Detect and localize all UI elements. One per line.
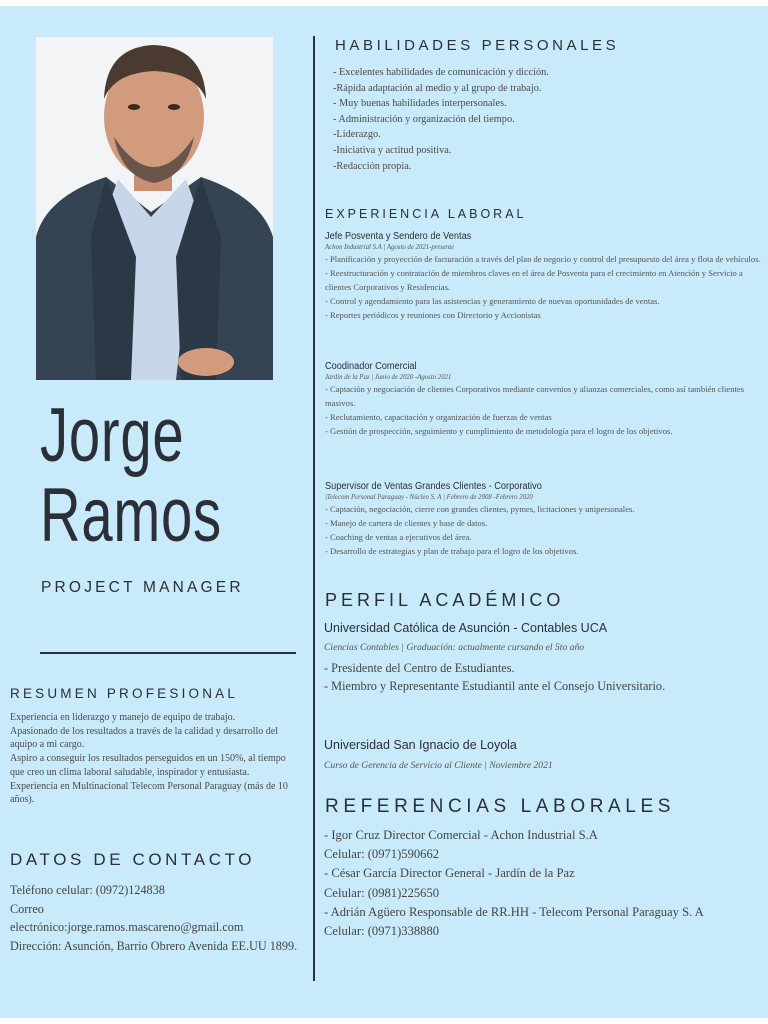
habilidad-item: - Administración y organización del tiempo. [333,113,515,125]
university-subtitle: Ciencias Contables | Graduación: actualmente cursando el 5to año [324,642,585,653]
resumen-title: RESUMEN PROFESIONAL [10,686,239,701]
referencias-title: REFERENCIAS LABORALES [325,796,676,817]
job-line: - Reclutamiento, capacitación y organización de fuerzas de ventas [325,412,552,422]
habilidades-title: HABILIDADES PERSONALES [335,37,620,54]
contacto-body [10,881,302,955]
job-subtitle: Achon Industrial S.A | Agosto de 2021-presente [325,244,455,251]
job-line: - Coaching de ventas a ejecutivos del área. [325,532,472,542]
habilidad-item: -Rápida adaptación al medio y al grupo de trabajo. [333,82,542,94]
left-divider [40,652,296,654]
job-line: - Planificación y proyección de facturación a través del plan de negocio y control del presupuesto del área y flota de vehículos. [325,254,761,264]
contacto-email[interactable]: electrónico:jorge.ramos.mascareno@gmail.com [10,920,244,935]
profile-photo [36,37,273,380]
job-entry [325,481,765,558]
habilidad-item: - Excelentes habilidades de comunicación y dicción. [333,67,549,78]
experiencia-title: EXPERIENCIA LABORAL [325,207,527,221]
job-title: Supervisor de Ventas Grandes Clientes - Corporativo [325,481,542,492]
job-line: - Gestión de prospección, seguimiento y cumplimiento de metodología para el logro de los objetivos. [325,426,673,436]
job-entry [325,231,765,322]
contacto-address: Dirección: Asunción, Barrio Obrero Avenida EE.UU 1899. [10,938,298,953]
referencia-phone: Celular: (0971)338880 [324,924,440,939]
university-title: Universidad San Ignacio de Loyola [324,737,517,752]
resume-page [0,6,768,1018]
job-entry [325,361,765,438]
job-line: - Reportes periódicos y reuniones con Directorio y Accionistas [325,310,541,320]
job-line: - Captación, negociación, cierre con grandes clientes, pymes, licitaciones y unipersonales. [325,504,635,514]
job-title: Coodinador Comercial [325,361,417,372]
referencias-list [324,826,754,941]
job-title: Jefe Posventa y Sendero de Ventas [325,231,472,242]
resumen-body [10,711,302,807]
habilidades-list [333,65,549,174]
academico-title: PERFIL ACADÉMICO [325,590,565,610]
habilidad-item: -Redacción propia. [333,160,412,172]
job-line: - Desarrollo de estrategias y plan de trabajo para el logro de los objetivos. [325,546,579,556]
contacto-phone: Teléfono celular: (0972)124838 [10,883,165,897]
vertical-divider [313,36,315,981]
university-list [324,659,744,695]
resumen-line: Apasionado de los resultados a través de la calidad y desarrollo del aquipo a mi cargo. [10,725,278,751]
university-line: - Presidente del Centro de Estudiantes. [324,661,515,675]
university-subtitle: Curso de Gerencia de Servicio al Cliente | Noviembre 2021 [324,760,553,771]
first-name: Jorge [40,393,185,478]
referencia-phone: Celular: (0971)590662 [324,847,440,862]
referencia-line: - César García Director General - Jardín de la Paz [324,866,575,881]
resumen-line: Experiencia en liderazgo y manejo de equipo de trabajo. [10,712,236,723]
habilidad-item: -Iniciativa y actitud positiva. [333,144,452,156]
referencia-phone: Celular: (0981)225650 [324,885,440,900]
referencia-line: - Adrián Agüero Responsable de RR.HH - Telecom Personal Paraguay S. A [324,904,704,919]
resumen-line: Experiencia en Multinacional Telecom Personal Paraguay (más de 10 años). [10,780,288,806]
job-line: - Manejo de cartera de clientes y base de datos. [325,518,488,528]
university-line: - Miembro y Representante Estudiantil ante el Consejo Universitario. [324,679,666,693]
referencia-line: - Igor Cruz Director Comercial - Achon Industrial S.A [324,828,598,842]
job-role: PROJECT MANAGER [41,579,244,596]
contacto-title: DATOS DE CONTACTO [10,850,256,869]
job-line: - Reestructuración y contratación de miembros claves en el área de Posventa para el crecimiento en Atención y Servicio a clientes Corporativos y Residencias. [325,268,743,292]
job-line: - Control y agendamiento para las asistencias y generamiento de nuevas oportunidades de ventas. [325,296,660,306]
habilidad-item: - Muy buenas habilidades interpersonales. [333,98,507,110]
contacto-email-label: Correo [10,901,44,916]
job-line: - Captación y negociación de clientes Corporativos mediante convenios y alianzas comerciales, como así también clientes masivos. [325,384,745,408]
university-title: Universidad Católica de Asunción - Contables UCA [324,620,608,635]
resumen-line: Aspiro a conseguir los resultados perseguidos en un 150%, al tiempo que creo un clima laboral saludable, inspirador y entusiasta. [10,753,286,778]
job-subtitle: Jardín de la Paz | Junio de 2020 -Agosto 2021 [325,374,452,381]
job-subtitle: |Telecom Personal Paraguay - Núcleo S. A | Febrero de 2008 -Febrero 2020 [325,494,533,501]
habilidad-item: -Liderazgo. [333,129,381,141]
last-name: Ramos [40,473,222,558]
